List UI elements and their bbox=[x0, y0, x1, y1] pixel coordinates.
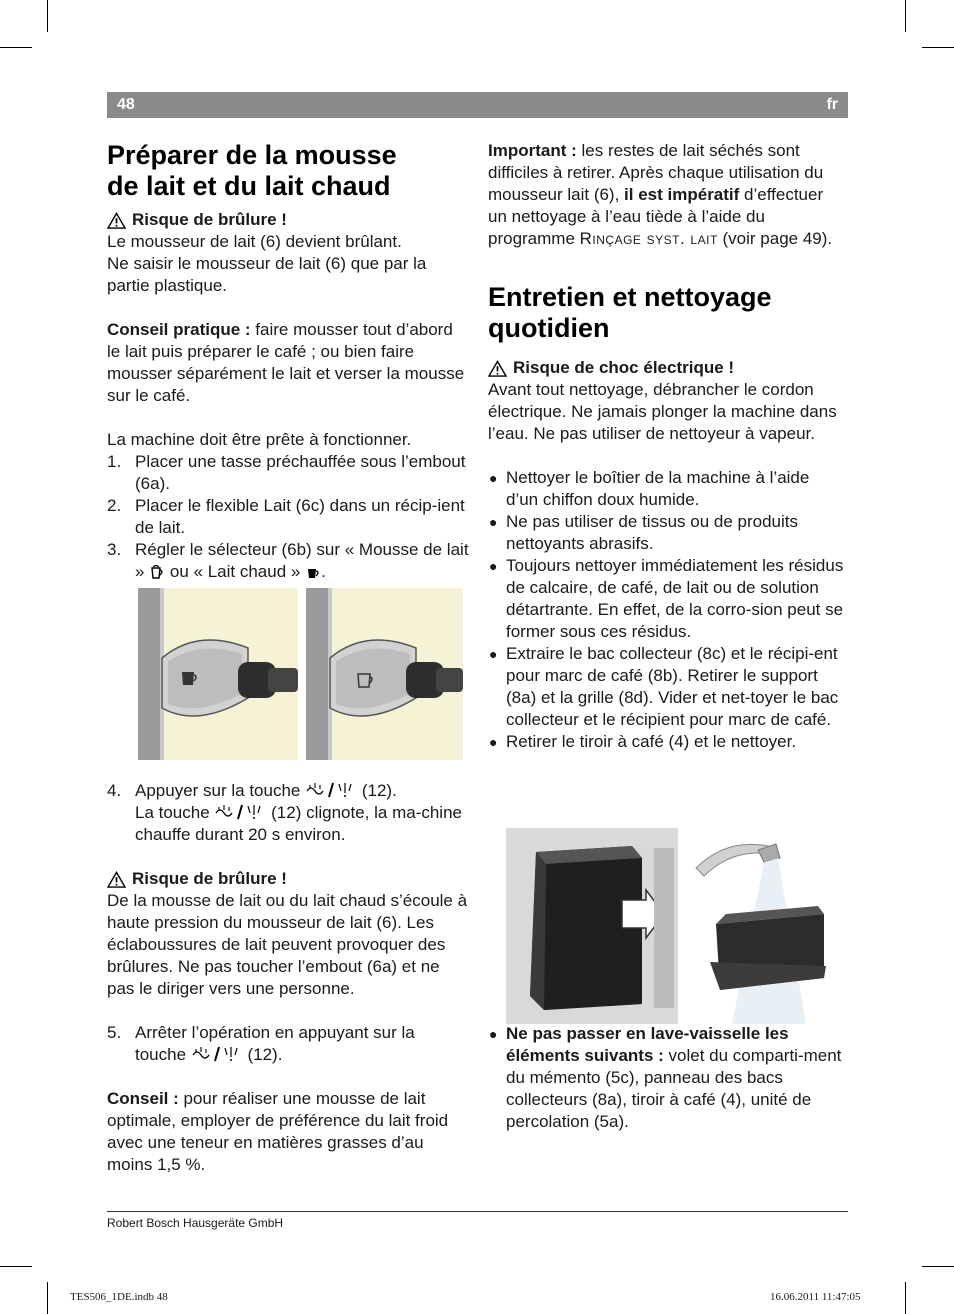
language-code: fr bbox=[826, 96, 838, 113]
steps-list-continued bbox=[107, 780, 469, 846]
important-note: Important : les restes de lait séchés sont difficiles à retirer. Après chaque utilisation du mousseur lait (6), il est impératif d’effectuer un nettoyage à l’eau tiède à l’aide du programme Rinçage syst. lait (voir page 49). bbox=[488, 141, 833, 248]
list-item: ● Extraire le bac collecteur (8c) et le récipi-ent pour marc de café (8b). Retirer le support (8a) et la grille (8d). Vider et net-toyer le bac collecteur et le récipient pour marc de café. bbox=[488, 643, 846, 731]
warning-burn-1: Risque de brûlure ! bbox=[107, 209, 469, 231]
crop-mark bbox=[922, 1266, 954, 1267]
conseil-note: Conseil : pour réaliser une mousse de lait optimale, employer de préférence du lait froid avec une teneur en matières grasses d’au moins 1,5 %. bbox=[107, 1089, 449, 1174]
crop-mark bbox=[47, 0, 48, 32]
program-name: Rinçage syst. lait bbox=[579, 229, 718, 248]
list-item: 2. Placer le flexible Lait (6c) dans un récip-ient de lait. bbox=[107, 496, 465, 537]
crop-mark bbox=[47, 1282, 48, 1314]
section-title-cleaning: Entretien et nettoyage quotidien bbox=[488, 282, 772, 343]
crop-mark bbox=[905, 0, 906, 32]
footer-rule bbox=[107, 1211, 848, 1212]
print-slug-left: TES506_1DE.indb 48 bbox=[70, 1291, 168, 1303]
practical-tip: Conseil pratique : faire mousser tout d’abord le lait puis préparer le café ; ou bien faire mousser séparément le lait et verser la mousse sur le café. bbox=[107, 320, 465, 405]
selector-illustration bbox=[138, 588, 463, 760]
list-item: 3. Régler le sélecteur (6b) sur « Mousse de lait » ou « Lait chaud » . bbox=[107, 540, 469, 581]
crop-mark bbox=[0, 1266, 32, 1267]
list-item: ● Toujours nettoyer immédiatement les résidus de calcaire, de café, de lait ou de solution détartrante. En effet, de la corro-sion peut se former sous ces résidus. bbox=[488, 555, 846, 643]
milk-froth-cup-icon bbox=[149, 564, 165, 580]
left-column-lower bbox=[107, 780, 469, 1176]
steps-list bbox=[107, 451, 469, 583]
warning-text: De la mousse de lait ou du lait chaud s’écoule à haute pression du mousseur de lait (6). Les éclaboussures de lait peuvent provoquer des brûlures. Ne pas toucher l’embout (6a) et ne pas le diriger vers une personne. bbox=[107, 891, 468, 998]
page-number: 48 bbox=[117, 96, 135, 113]
coffee-drawer-image bbox=[506, 828, 842, 1024]
steam-milk-icon bbox=[305, 781, 357, 799]
list-item: ● Nettoyer le boîtier de la machine à l’aide d’un chiffon doux humide. bbox=[488, 467, 846, 511]
steam-milk-icon bbox=[214, 803, 266, 821]
selector-dial-image bbox=[138, 588, 463, 760]
right-column bbox=[488, 140, 846, 753]
warning-text: Le mousseur de lait (6) devient brûlant. bbox=[107, 232, 402, 251]
footer-company: Robert Bosch Hausgeräte GmbH bbox=[107, 1216, 284, 1230]
warning-text: Ne saisir le mousseur de lait (6) que par la partie plastique. bbox=[107, 254, 427, 295]
warning-burn-2: Risque de brûlure ! bbox=[107, 868, 469, 890]
crop-mark bbox=[0, 47, 32, 48]
warning-electric: Risque de choc électrique ! bbox=[488, 357, 846, 379]
left-column bbox=[107, 140, 469, 583]
steam-milk-icon bbox=[191, 1045, 243, 1063]
list-item: ● Ne pas utiliser de tissus ou de produits nettoyants abrasifs. bbox=[488, 511, 846, 555]
coffee-drawer-illustration bbox=[506, 828, 842, 1024]
warning-triangle-icon bbox=[107, 871, 126, 888]
list-item: 1. Placer une tasse préchauffée sous l’embout (6a). bbox=[107, 452, 466, 493]
steps-list-final bbox=[107, 1022, 469, 1066]
hot-milk-cup-icon bbox=[305, 564, 321, 580]
warning-triangle-icon bbox=[488, 360, 507, 377]
list-item: 5. Arrêter l’opération en appuyant sur la touche (12). bbox=[107, 1023, 415, 1064]
crop-mark bbox=[922, 47, 954, 48]
section-title-milk-froth: Préparer de la mousse de lait et du lait chaud bbox=[107, 140, 397, 201]
warning-text: Avant tout nettoyage, débrancher le cordon électrique. Ne jamais plonger la machine dans l’eau. Ne pas utiliser de nettoyeur à vapeur. bbox=[488, 380, 837, 443]
dishwasher-bullet bbox=[488, 1023, 846, 1133]
ready-note: La machine doit être prête à fonctionner. bbox=[107, 430, 412, 449]
warning-triangle-icon bbox=[107, 212, 126, 229]
cleaning-bullets bbox=[488, 467, 846, 753]
list-item: ● Retirer le tiroir à café (4) et le nettoyer. bbox=[488, 731, 846, 753]
header-bar bbox=[107, 92, 848, 118]
crop-mark bbox=[905, 1282, 906, 1314]
print-slug-right: 16.06.2011 11:47:05 bbox=[770, 1291, 861, 1303]
right-column-lower bbox=[488, 1023, 846, 1133]
list-item: ● Ne pas passer en lave-vaisselle les éléments suivants : volet du comparti-ment du mémento (5c), panneau des bacs collecteurs (8a), tiroir à café (4), unité de percolation (5a). bbox=[488, 1023, 846, 1133]
list-item: 4. Appuyer sur la touche (12). La touche (12) clignote, la ma-chine chauffe durant 20 s environ. bbox=[107, 781, 462, 844]
